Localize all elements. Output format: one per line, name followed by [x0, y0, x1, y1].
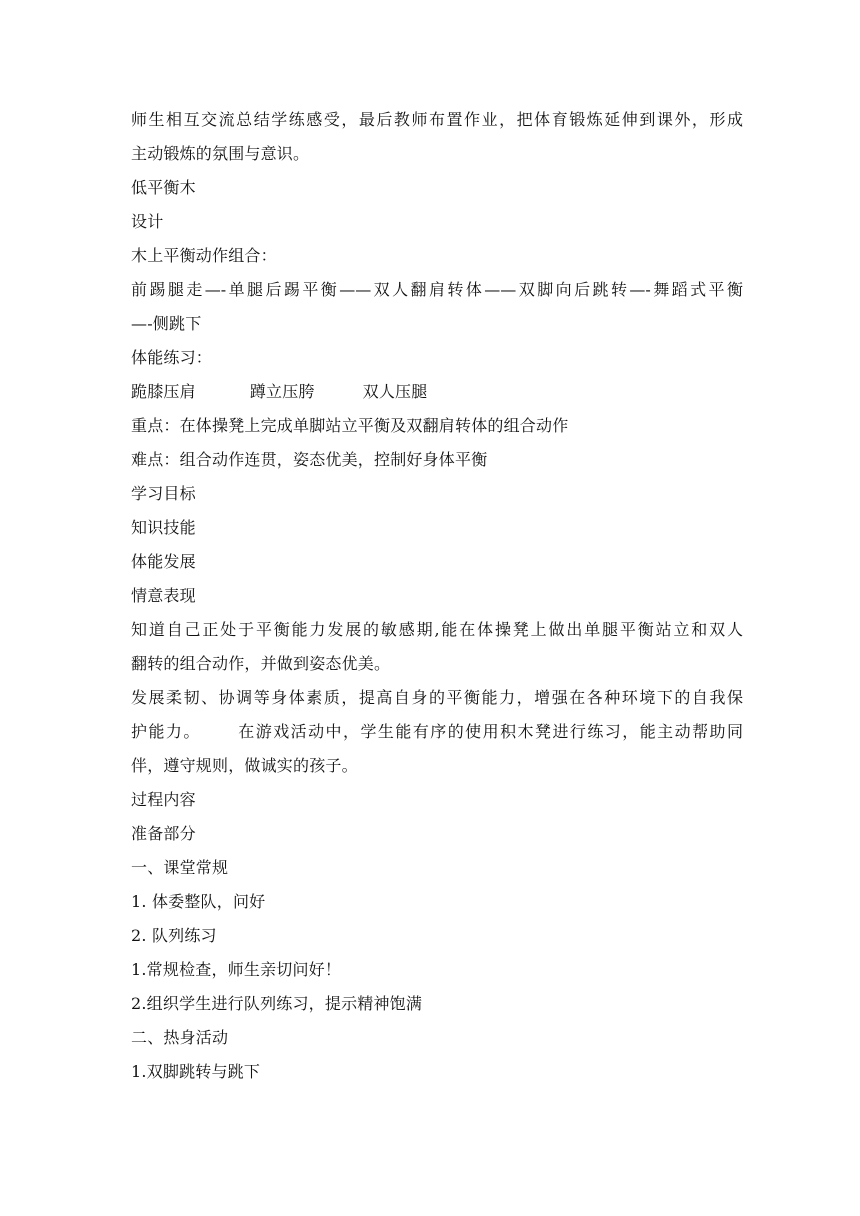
note-item: 1.常规检查，师生亲切问好！ — [131, 960, 342, 979]
list-item: 1.双脚跳转与跳下 — [131, 1062, 261, 1081]
section-heading: 二、热身活动 — [131, 1028, 229, 1047]
heading-knowledge: 知识技能 — [131, 518, 196, 537]
development-fragment: 护能力。 — [131, 722, 201, 741]
paragraph-line: 师生相互交流总结学练感受，最后教师布置作业，把体育锻炼延伸到课外，形成 — [131, 110, 743, 129]
list-item: 1. 体委整队，问好 — [131, 892, 266, 911]
heading-attitude: 情意表现 — [131, 586, 196, 605]
fitness-label: 体能练习： — [131, 348, 213, 367]
knowledge-line: 知道自己正处于平衡能力发展的敏感期,能在体操凳上做出单腿平衡站立和双人 — [131, 620, 743, 639]
fitness-item: 蹲立压胯 — [249, 382, 315, 401]
combo-sequence-line: 前踢腿走—-单腿后踢平衡——双人翻肩转体——双脚向后跳转—-舞蹈式平衡 — [131, 280, 743, 299]
knowledge-line: 翻转的组合动作，并做到姿态优美。 — [131, 654, 391, 673]
heading-fitness-development: 体能发展 — [131, 552, 196, 571]
heading-design: 设计 — [131, 212, 164, 231]
section-heading: 一、课堂常规 — [131, 858, 229, 877]
heading-prep: 准备部分 — [131, 824, 196, 843]
combo-label: 木上平衡动作组合： — [131, 246, 277, 265]
development-line: 发展柔韧、协调等身体素质，提高自身的平衡能力，增强在各种环境下的自我保 — [131, 688, 743, 707]
combo-sequence-line: —-侧跳下 — [131, 314, 202, 333]
heading-low-beam: 低平衡木 — [131, 178, 196, 197]
development-line — [131, 715, 743, 749]
document-body — [131, 103, 743, 1089]
fitness-item: 跪膝压肩 — [131, 382, 196, 401]
note-item: 2.组织学生进行队列练习，提示精神饱满 — [131, 994, 423, 1013]
paragraph-line: 主动锻炼的氛围与意识。 — [131, 144, 310, 163]
fitness-items — [131, 375, 743, 409]
development-line: 伴，遵守规则，做诚实的孩子。 — [131, 756, 358, 775]
heading-goals: 学习目标 — [131, 484, 196, 503]
difficulty: 难点：组合动作连贯，姿态优美，控制好身体平衡 — [131, 450, 488, 469]
heading-process: 过程内容 — [131, 790, 196, 809]
fitness-item: 双人压腿 — [362, 382, 428, 401]
development-fragment: 在游戏活动中，学生能有序的使用积木凳进行练习，能主动帮助同 — [236, 722, 743, 741]
key-point: 重点：在体操凳上完成单脚站立平衡及双翻肩转体的组合动作 — [131, 416, 569, 435]
list-item: 2. 队列练习 — [131, 926, 217, 945]
